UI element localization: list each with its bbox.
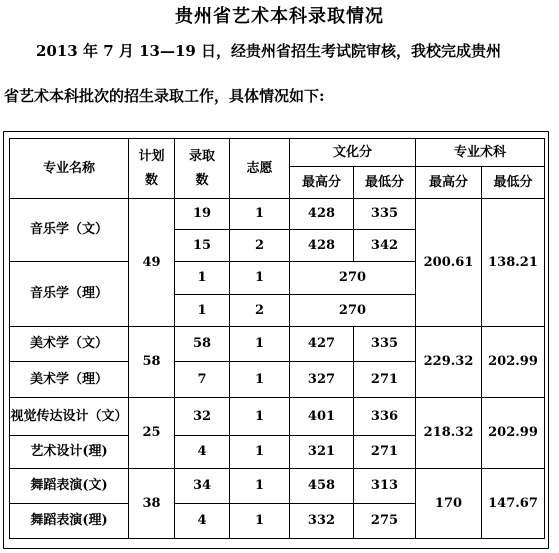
choice-cell: 1 — [230, 504, 290, 539]
admitted-cell: 7 — [175, 362, 230, 398]
admitted-cell: 34 — [175, 469, 230, 504]
culture-min-cell: 271 — [354, 362, 416, 398]
admitted-cell: 15 — [175, 230, 230, 262]
admitted-cell: 4 — [175, 504, 230, 539]
intro-line-2: 省艺术本科批次的招生录取工作，具体情况如下: — [4, 87, 325, 105]
header-art-max: 最高分 — [416, 167, 482, 199]
header-plan-text: 计划数 — [138, 148, 165, 188]
culture-min-cell: 335 — [354, 199, 416, 230]
admission-table — [9, 138, 545, 539]
admitted-cell: 4 — [175, 436, 230, 469]
major-cell: 美术学（理） — [10, 362, 129, 398]
major-cell: 音乐学（文） — [10, 199, 129, 262]
art-min-cell: 138.21 — [482, 199, 545, 327]
admitted-cell: 32 — [175, 398, 230, 436]
header-art-min: 最低分 — [482, 167, 545, 199]
art-max-cell: 218.32 — [416, 398, 482, 469]
choice-cell: 1 — [230, 436, 290, 469]
art-max-cell: 200.61 — [416, 199, 482, 327]
plan-cell: 49 — [129, 199, 175, 327]
culture-max-cell: 427 — [290, 327, 354, 362]
major-cell: 美术学（文） — [10, 327, 129, 362]
header-admitted — [175, 139, 230, 199]
choice-cell: 1 — [230, 327, 290, 362]
header-major: 专业名称 — [10, 139, 129, 199]
table-row — [10, 327, 545, 362]
plan-cell: 58 — [129, 327, 175, 398]
admitted-cell: 58 — [175, 327, 230, 362]
header-choice: 志愿 — [230, 139, 290, 199]
major-cell: 音乐学（理） — [10, 262, 129, 327]
header-row-1 — [10, 139, 545, 167]
choice-cell: 1 — [230, 362, 290, 398]
plan-cell: 38 — [129, 469, 175, 539]
choice-cell: 1 — [230, 199, 290, 230]
culture-min-cell: 275 — [354, 504, 416, 539]
plan-cell: 25 — [129, 398, 175, 469]
major-cell: 艺术设计(理) — [10, 436, 129, 469]
art-min-cell: 147.67 — [482, 469, 545, 539]
culture-min-cell: 335 — [354, 327, 416, 362]
header-culture-max: 最高分 — [290, 167, 354, 199]
culture-merged-cell: 270 — [290, 262, 416, 295]
culture-min-cell: 342 — [354, 230, 416, 262]
major-cell: 舞蹈表演(文) — [10, 469, 129, 504]
intro-line-1: 2013 年 7 月 13—19 日，经贵州省招生考试院审核，我校完成贵州 — [36, 42, 502, 60]
header-plan — [129, 139, 175, 199]
admitted-cell: 1 — [175, 262, 230, 295]
choice-cell: 2 — [230, 230, 290, 262]
culture-max-cell: 401 — [290, 398, 354, 436]
culture-min-cell: 271 — [354, 436, 416, 469]
header-admitted-text: 录取数 — [188, 148, 215, 188]
table-row — [10, 398, 545, 436]
header-art: 专业术科 — [416, 139, 545, 167]
choice-cell: 2 — [230, 295, 290, 327]
header-culture: 文化分 — [290, 139, 416, 167]
culture-max-cell: 428 — [290, 199, 354, 230]
major-cell: 视觉传达设计（文） — [10, 398, 129, 436]
header-culture-min: 最低分 — [354, 167, 416, 199]
page-title: 贵州省艺术本科录取情况 — [175, 6, 384, 27]
culture-max-cell: 458 — [290, 469, 354, 504]
art-min-cell: 202.99 — [482, 398, 545, 469]
culture-max-cell: 428 — [290, 230, 354, 262]
art-max-cell: 170 — [416, 469, 482, 539]
choice-cell: 1 — [230, 398, 290, 436]
choice-cell: 1 — [230, 469, 290, 504]
admitted-cell: 1 — [175, 295, 230, 327]
culture-min-cell: 313 — [354, 469, 416, 504]
culture-max-cell: 332 — [290, 504, 354, 539]
art-max-cell: 229.32 — [416, 327, 482, 398]
culture-merged-cell: 270 — [290, 295, 416, 327]
culture-max-cell: 321 — [290, 436, 354, 469]
choice-cell: 1 — [230, 262, 290, 295]
culture-max-cell: 327 — [290, 362, 354, 398]
admitted-cell: 19 — [175, 199, 230, 230]
culture-min-cell: 336 — [354, 398, 416, 436]
table-row — [10, 199, 545, 230]
table-row — [10, 469, 545, 504]
art-min-cell: 202.99 — [482, 327, 545, 398]
major-cell: 舞蹈表演(理) — [10, 504, 129, 539]
